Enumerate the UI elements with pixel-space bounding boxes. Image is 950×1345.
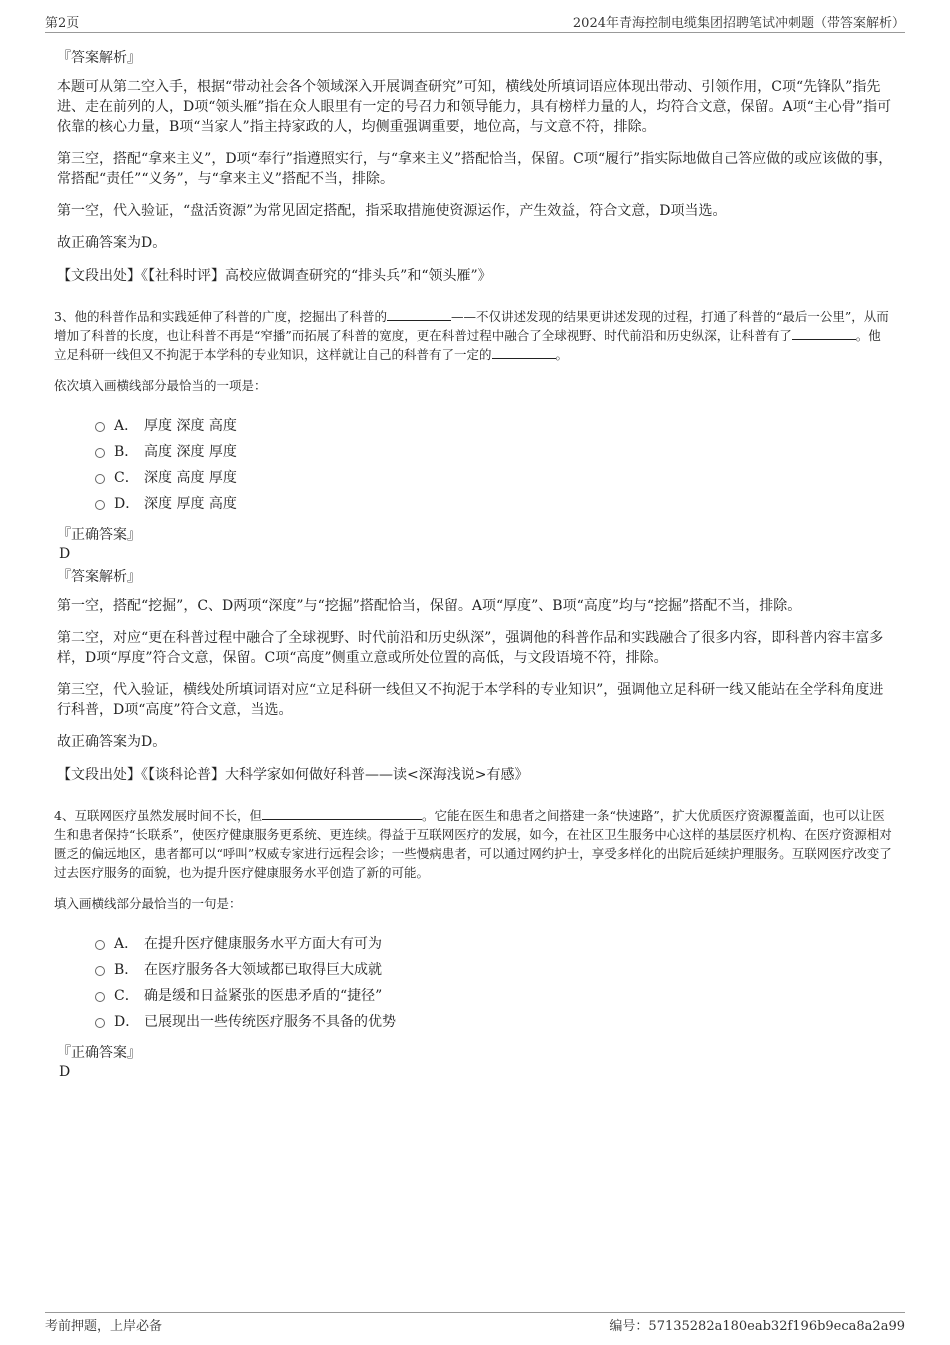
radio-icon[interactable] <box>95 940 105 950</box>
q3-option-c[interactable]: C． 深度 高度 厚度 <box>95 464 893 490</box>
page-content <box>54 40 893 1084</box>
q3-analysis-para-4: 故正确答案为D。 <box>57 734 167 750</box>
page-header <box>45 12 905 33</box>
q3-correct-answer: D <box>59 546 71 562</box>
q2-analysis-para-4: 故正确答案为D。 <box>57 235 167 251</box>
q3-option-b[interactable]: B． 高度 深度 厚度 <box>95 438 893 464</box>
radio-icon[interactable] <box>95 500 105 510</box>
q2-analysis-label: 『答案解析』 <box>57 50 141 66</box>
radio-icon[interactable] <box>95 992 105 1002</box>
page-number: 第2页 <box>45 16 80 31</box>
q4-option-d[interactable]: D． 已展现出一些传统医疗服务不具备的优势 <box>95 1008 893 1034</box>
q4-option-b[interactable]: B． 在医疗服务各大领域都已取得巨大成就 <box>95 956 893 982</box>
radio-icon[interactable] <box>95 966 105 976</box>
q2-analysis-para-1: 本题可从第二空入手，根据“带动社会各个领域深入开展调查研究”可知，横线处所填词语应体现出带动、引领作用，C项“先锋队”指先进、走在前列的人，D项“领头雁”指在众人眼里有一定的号召力和领导能力，具有榜样力量的人，均符合文意，保留。A项“主心骨”指可依靠的核心力量，B项“当家人”指主持家政的人，均侧重强调重要，地位高，与文意不符，排除。 <box>57 79 891 135</box>
q3-prompt: 依次填入画横线部分最恰当的一项是： <box>54 378 267 393</box>
document-title: 2024年青海控制电缆集团招聘笔试冲刺题（带答案解析） <box>572 16 905 31</box>
q4-option-a[interactable]: A． 在提升医疗健康服务水平方面大有可为 <box>95 930 893 956</box>
q3-blank-2 <box>792 327 856 340</box>
radio-icon[interactable] <box>95 1018 105 1028</box>
q3-analysis-para-1: 第一空，搭配“挖掘”，C、D两项“深度”与“挖掘”搭配恰当，保留。A项“厚度”、B项“高度”均与“挖掘”搭配不当，排除。 <box>57 598 802 614</box>
q3-stem: 3、他的科普作品和实践延伸了科普的广度，挖掘出了科普的 ——不仅讲述发现的结果更讲述发现的过程，打通了科普的“最后一公里”，从而增加了科普的长度，也让科普不再是“窄播”而拓展了科普的宽度，更在科普过程中融合了全球视野、时代前沿和历史纵深，让科普有了 。他立足科研一线但又不拘泥于本学科的专业知识，这样就让自己的科普有了一定的 。 <box>54 309 889 362</box>
document-id: 编号：57135282a180eab32f196b9eca8a2a99 <box>609 1319 905 1334</box>
q3-blank-1 <box>387 308 451 321</box>
q4-prompt: 填入画横线部分最恰当的一句是： <box>54 896 242 911</box>
q2-source: 【文段出处】《【社科时评】高校应做调查研究的“排头兵”和“领头雁”》 <box>57 268 492 284</box>
q3-blank-3 <box>492 346 556 359</box>
q2-analysis-para-2: 第三空，搭配“拿来主义”，D项“奉行”指遵照实行，与“拿来主义”搭配恰当，保留。C项“履行”指实际地做自己答应做的或应该做的事，常搭配“责任”“义务”，与“拿来主义”搭配不当，排除。 <box>57 151 893 187</box>
q4-blank <box>262 807 422 820</box>
q4-options <box>95 930 893 1034</box>
footer-slogan: 考前押题，上岸必备 <box>45 1319 163 1334</box>
q4-correct-label: 『正确答案』 <box>57 1045 141 1061</box>
radio-icon[interactable] <box>95 448 105 458</box>
q3-analysis-para-3: 第三空，代入验证，横线处所填词语对应“立足科研一线但又不拘泥于本学科的专业知识”，强调他立足科研一线又能站在全学科角度进行科普，D项“高度”符合文意，当选。 <box>57 682 884 718</box>
q3-source: 【文段出处】《【谈科论普】大科学家如何做好科普——读<深海浅说>有感》 <box>57 767 529 783</box>
page-footer <box>45 1312 905 1337</box>
q4-stem: 4、互联网医疗虽然发展时间不长，但 。它能在医生和患者之间搭建一条“快速路”，扩大优质医疗资源覆盖面，也可以让医生和患者保持“长联系”，使医疗健康服务更系统、更连续。得益于互联网医疗的发展，如今，在社区卫生服务中心这样的基层医疗机构、在医疗资源相对匮乏的偏远地区，患者都可以“呼叫”权威专家进行远程会诊；一些慢病患者，可以通过网约护士，享受多样化的出院后延续护理服务。互联网医疗改变了过去医疗服务的面貌，也为提升医疗健康服务水平创造了新的可能。 <box>54 808 892 880</box>
q4-correct-answer: D <box>59 1064 71 1080</box>
q3-analysis-label: 『答案解析』 <box>57 569 141 585</box>
radio-icon[interactable] <box>95 422 105 432</box>
q2-analysis-para-3: 第一空，代入验证，“盘活资源”为常见固定搭配，指采取措施使资源运作，产生效益，符合文意，D项当选。 <box>57 203 727 219</box>
q3-option-d[interactable]: D． 深度 厚度 高度 <box>95 490 893 516</box>
q3-option-a[interactable]: A． 厚度 深度 高度 <box>95 412 893 438</box>
q3-analysis-para-2: 第二空，对应“更在科普过程中融合了全球视野、时代前沿和历史纵深”，强调他的科普作品和实践融合了很多内容，即科普内容丰富多样，D项“厚度”符合文意，保留。C项“高度”侧重立意或所处位置的高低，与文段语境不符，排除。 <box>57 630 884 666</box>
radio-icon[interactable] <box>95 474 105 484</box>
q3-correct-label: 『正确答案』 <box>57 527 141 543</box>
q4-option-c[interactable]: C． 确是缓和日益紧张的医患矛盾的“捷径” <box>95 982 893 1008</box>
q3-options <box>95 412 893 516</box>
